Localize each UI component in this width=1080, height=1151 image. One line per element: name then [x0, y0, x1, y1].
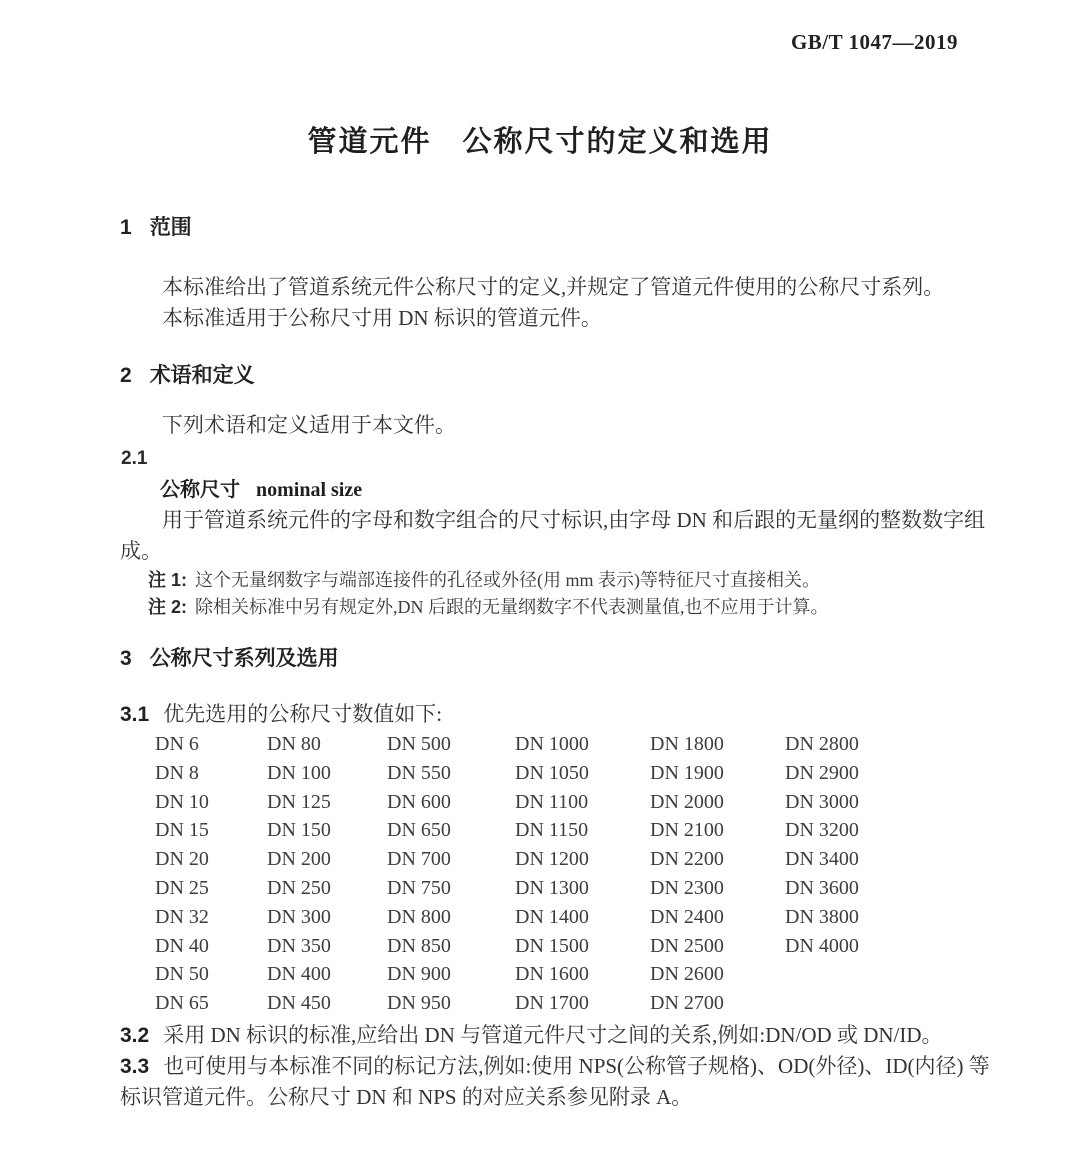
document-title: 管道元件 公称尺寸的定义和选用 — [307, 126, 773, 158]
dn-value: DN 1050 — [515, 761, 589, 784]
dn-value: DN 400 — [267, 963, 331, 986]
dn-value: DN 200 — [267, 848, 331, 871]
dn-value: DN 40 — [155, 934, 209, 957]
dn-value: DN 8 — [155, 761, 199, 784]
dn-value: DN 1300 — [515, 876, 589, 899]
scope-paragraph-2: 本标准适用于公称尺寸用 DN 标识的管道元件。 — [162, 306, 602, 330]
dn-value: DN 100 — [267, 761, 331, 784]
dn-value: DN 2700 — [650, 992, 724, 1015]
dn-value: DN 2200 — [650, 848, 724, 871]
dn-value: DN 2300 — [650, 876, 724, 899]
clause-3-1 — [120, 699, 990, 730]
dn-value: DN 300 — [267, 905, 331, 928]
dn-value: DN 6 — [155, 733, 199, 755]
dn-value: DN 1150 — [515, 819, 589, 842]
dn-value: DN 1100 — [515, 790, 589, 813]
dn-value: DN 750 — [387, 876, 451, 899]
dn-value: DN 2600 — [650, 963, 724, 986]
dn-value: DN 150 — [267, 819, 331, 842]
dn-value: DN 1700 — [515, 992, 589, 1015]
dn-value: DN 25 — [155, 876, 209, 899]
term-name-zh: 公称尺寸 — [160, 479, 240, 501]
section-1-title: 范围 — [149, 216, 192, 239]
clause-3-3 — [120, 1051, 990, 1113]
dn-value: DN 10 — [155, 790, 209, 813]
note-1 — [148, 567, 1080, 594]
dn-value: DN 950 — [387, 992, 451, 1015]
dn-value: DN 2500 — [650, 934, 724, 957]
section-3-heading — [120, 645, 1080, 673]
term-heading — [160, 475, 1080, 505]
term-number: 2.1 — [121, 448, 148, 469]
dn-value: DN 3600 — [785, 876, 859, 899]
section-1-body — [120, 272, 988, 334]
dn-value: DN 125 — [267, 790, 331, 813]
dn-value: DN 700 — [387, 848, 451, 871]
dn-value: DN 650 — [387, 819, 451, 842]
section-3-title: 公称尺寸系列及选用 — [149, 647, 339, 670]
dn-value: DN 1500 — [515, 934, 589, 957]
section-2-number: 2 — [120, 364, 132, 387]
clause-3-2-text: 采用 DN 标识的标准,应给出 DN 与管道元件尺寸之间的关系,例如:DN/OD 或 DN/ID。 — [163, 1022, 943, 1047]
clause-3-3-number: 3.3 — [120, 1054, 150, 1078]
note-2-text: 除相关标准中另有规定外,DN 后跟的无量纲数字不代表测量值,也不应用于计算。 — [195, 597, 829, 617]
clause-3-1-text: 优先选用的公称尺寸数值如下: — [163, 702, 443, 726]
dn-value: DN 2400 — [650, 905, 724, 928]
dn-value: DN 3800 — [785, 905, 859, 928]
term-name-en: nominal size — [256, 479, 363, 501]
dn-value: DN 1200 — [515, 848, 589, 871]
dn-value: DN 800 — [387, 905, 451, 928]
dn-value: DN 1800 — [650, 733, 724, 755]
dn-value: DN 2000 — [650, 790, 724, 813]
dn-value: DN 80 — [267, 733, 321, 755]
dn-value: DN 1000 — [515, 733, 589, 755]
dn-value: DN 500 — [387, 733, 451, 755]
dn-value: DN 3000 — [785, 790, 859, 813]
dn-values-table — [155, 730, 1080, 1018]
dn-value: DN 32 — [155, 905, 209, 928]
dn-value: DN 450 — [267, 992, 331, 1015]
dn-value — [785, 960, 895, 989]
clause-3-2 — [120, 1020, 990, 1051]
section-2-title: 术语和定义 — [149, 364, 255, 387]
clause-3-3-text: 也可使用与本标准不同的标记方法,例如:使用 NPS(公称管子规格)、OD(外径)、ID(内径) 等标识管道元件。公称尺寸 DN 和 NPS 的对应关系参见附录 A。 — [120, 1053, 990, 1109]
dn-value: DN 1900 — [650, 761, 724, 784]
section-3-number: 3 — [120, 647, 132, 670]
dn-value: DN 3200 — [785, 819, 859, 842]
dn-value: DN 2800 — [785, 733, 859, 755]
clause-3-1-number: 3.1 — [120, 703, 150, 726]
note-1-text: 这个无量纲数字与端部连接件的孔径或外径(用 mm 表示)等特征尺寸直接相关。 — [195, 570, 821, 590]
dn-value: DN 350 — [267, 934, 331, 957]
dn-value: DN 600 — [387, 790, 451, 813]
dn-value: DN 850 — [387, 934, 451, 957]
section-2-heading — [120, 362, 1080, 390]
dn-value: DN 15 — [155, 819, 209, 842]
dn-value: DN 65 — [155, 992, 209, 1015]
dn-value: DN 3400 — [785, 848, 859, 871]
dn-value: DN 2900 — [785, 761, 859, 784]
dn-value: DN 20 — [155, 848, 209, 871]
section-1-heading — [120, 214, 1080, 242]
dn-value: DN 4000 — [785, 934, 859, 957]
section-1-number: 1 — [120, 216, 132, 239]
dn-value: DN 250 — [267, 876, 331, 899]
dn-value — [785, 989, 895, 1018]
terms-intro: 下列术语和定义适用于本文件。 — [162, 413, 456, 437]
dn-value: DN 1400 — [515, 905, 589, 928]
note-2 — [148, 594, 1080, 621]
dn-value: DN 50 — [155, 963, 209, 986]
term-definition: 用于管道系统元件的字母和数字组合的尺寸标识,由字母 DN 和后跟的无量纲的整数数字组成。 — [120, 508, 986, 563]
dn-value: DN 550 — [387, 761, 451, 784]
standard-code: GB/T 1047—2019 — [790, 30, 958, 54]
scope-paragraph-1: 本标准给出了管道系统元件公称尺寸的定义,并规定了管道元件使用的公称尺寸系列。 — [162, 275, 945, 299]
dn-value: DN 1600 — [515, 963, 589, 986]
dn-value: DN 2100 — [650, 819, 724, 842]
note-2-label: 注 2: — [148, 597, 188, 617]
clause-3-2-number: 3.2 — [120, 1023, 150, 1047]
note-1-label: 注 1: — [148, 570, 188, 590]
dn-value: DN 900 — [387, 963, 451, 986]
